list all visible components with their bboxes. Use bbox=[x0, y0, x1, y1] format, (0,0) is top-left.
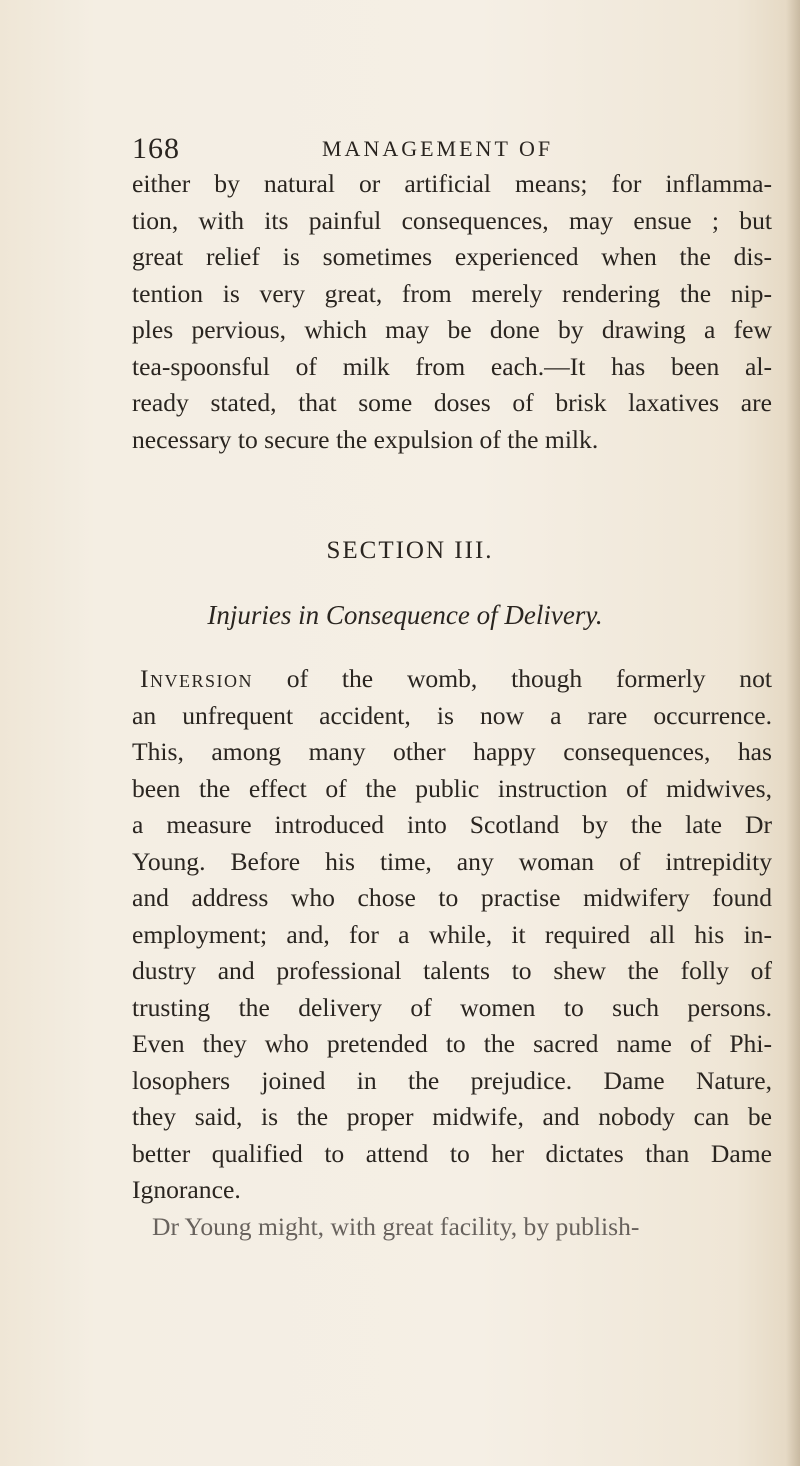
text-line: better qualified to attend to her dictates than Dame bbox=[132, 1138, 772, 1168]
text-line: ples pervious, which may be done by drawing a few bbox=[132, 315, 772, 344]
text-line: a measure introduced into Scotland by the late Dr bbox=[132, 810, 772, 839]
text-line: This, among many other happy consequences, has bbox=[132, 737, 772, 766]
text-line: and address who chose to practise midwifery found bbox=[132, 883, 772, 912]
text-line: been the effect of the public instruction of midwives, bbox=[132, 773, 772, 803]
page-number: 168 bbox=[132, 132, 180, 165]
page-edge-shadow bbox=[786, 0, 800, 1466]
text-line: Young. Before his time, any woman of intrepidity bbox=[132, 846, 772, 876]
text-line: tea-spoonsful of milk from each.—It has been al- bbox=[132, 351, 772, 381]
text-line: either by natural or artificial means; for inflamma- bbox=[132, 169, 772, 198]
text-line: tion, with its painful consequences, may ensue ; but bbox=[132, 205, 772, 235]
text-line: ready stated, that some doses of brisk laxatives are bbox=[132, 388, 772, 417]
text-line: great relief is sometimes experienced when the dis- bbox=[132, 242, 772, 271]
text-line-continuation: Dr Young might, with great facility, by publish- bbox=[152, 1211, 640, 1241]
running-head: MANAGEMENT OF bbox=[322, 136, 554, 161]
text-line: they said, is the proper midwife, and nobody can be bbox=[132, 1102, 772, 1131]
section-subtitle: Injuries in Consequence of Delivery. bbox=[207, 600, 603, 630]
text-line: Ignorance. bbox=[132, 1175, 241, 1204]
text-line-first bbox=[132, 661, 772, 698]
paragraph-2 bbox=[132, 661, 772, 1245]
text-line: dustry and professional talents to shew the folly of bbox=[132, 956, 772, 985]
text-line: an unfrequent accident, is now a rare occurrence. bbox=[132, 700, 772, 730]
lead-word: Inversion bbox=[140, 664, 254, 693]
first-line-rest: of the womb, though formerly not bbox=[253, 664, 772, 693]
paragraph-1 bbox=[132, 166, 772, 458]
text-line: Even they who pretended to the sacred name of Phi- bbox=[132, 1029, 772, 1058]
text-line: losophers joined in the prejudice. Dame Nature, bbox=[132, 1065, 772, 1095]
section-heading: SECTION III. bbox=[326, 537, 494, 564]
text-line: tention is very great, from merely rendering the nip- bbox=[132, 278, 772, 308]
text-line: trusting the delivery of women to such persons. bbox=[132, 992, 772, 1022]
text-line: employment; and, for a while, it required all his in- bbox=[132, 919, 772, 949]
text-line: necessary to secure the expulsion of the milk. bbox=[132, 424, 599, 454]
